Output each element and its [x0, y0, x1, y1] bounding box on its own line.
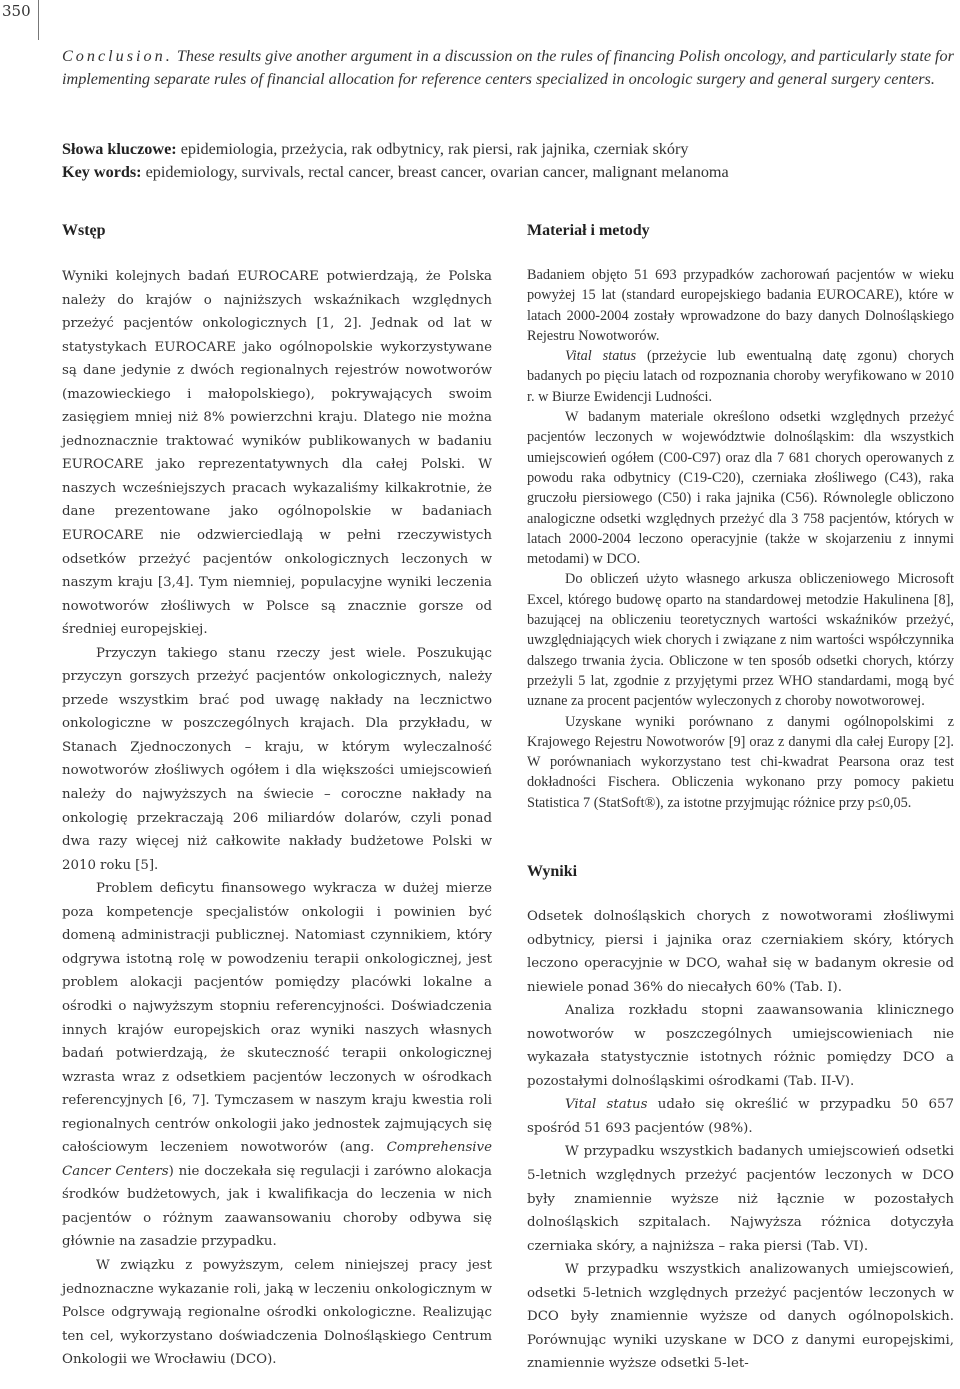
- intro-paragraph-4: W związku z powyższym, celem niniejszej pracy jest jednoznaczne wykazanie roli, jaką w leczeniu onkologicznym w Polsce odgrywają regionalne ośrodki onkologiczne. Realizując ten cel, wykorzystano doświadczenia Dolnośląskiego Centrum Onkologii we Wrocławiu (DCO).: [62, 1257, 492, 1368]
- results-paragraph-5: W przypadku wszystkich analizowanych umiejscowień, odsetki 5-letnich względnych przeżyć pacjentów leczonych w DCO były znamiennie wyższe od danych ogólnopolskich. Porównując wyniki uzyskane w DCO z danymi europejskimi, znamiennie wyższe odsetki 5-let-: [527, 1262, 954, 1372]
- keywords-polish: [62, 138, 954, 161]
- methods-paragraph-5: Uzyskane wyniki porównano z danymi ogólnopolskimi z Krajowego Rejestru Nowotworów [9] oraz z danymi dla całej Europy [2]. W porównaniach wykorzystano test chi-kwadrat Pearsona oraz test dokładności Fischera. Obliczenia wykonano przy pomocy pakietu Statistica 7 (StatSoft®), za istotne przyjmując różnice przy p≤0,05.: [527, 713, 954, 811]
- results-paragraph-4: W przypadku wszystkich badanych umiejscowień odsetki 5-letnich względnych przeżyć pacjentów leczonych w DCO były znamiennie wyższe niż łącznie w pozostałych dolnośląskich szpitalach. Najwyższa różnica dotyczyła czerniaka skóry, a najniższa – raka piersi (Tab. VI).: [527, 1144, 954, 1254]
- intro-paragraph-2: Przyczyn takiego stanu rzeczy jest wiele. Poszukując przyczyn gorszych przeżyć pacjentów onkologicznych, należy przede wszystkim brać pod uwagę nakłady na lecznictwo onkologiczne w poszczególnych krajach. Dla przykładu, w Stanach Zjednoczonych – kraju, w którym wyleczalność nowotworów złośliwych ogółem i dla większości umiejscowień należy do najwyższych na świecie – coroczne nakłady na onkologię przekraczają 206 miliardów dolarów, czyli ponad dwa razy więcej niż całkowite nakłady budżetowe Polski w 2010 roku [5].: [62, 645, 492, 873]
- results-paragraph-1: Odsetek dolnośląskich chorych z nowotworami złośliwymi odbytnicy, piersi i jajnika oraz czerniakiem skóry, których leczono operacyjnie w DCO, wahał się w badanym okresie od niewiele ponad 36% do niecałych 60% (Tab. I).: [527, 909, 954, 995]
- methods-paragraph-2-text: (przeżycie lub ewentualną datę zgonu) chorych badanych po pięciu latach od rozpoznania choroby weryfikowano w 2010 r. w Biurze Ewidencji Ludności.: [527, 348, 954, 405]
- heading-results: Wyniki: [527, 863, 578, 880]
- conclusion-text: These results give another argument in a discussion on the rules of financing Polish oncology, and particularly state for implementing separate rules of financial allocation for reference centers specialized in oncologic surgery and general surgery centers.: [62, 47, 954, 88]
- intro-section: [62, 265, 492, 1372]
- methods-paragraph-4: Do obliczeń użyto własnego arkusza obliczeniowego Microsoft Excel, którego budowę oparto na standardowej metodzie Hakulinena [8], bazującej na obliczeniu teoretycznych wartości wskaźników przeżyć, uwzględniających wiek chorych i związane z nim wartości współczynnika dalszego trwania życia. Obliczone w ten sposób odsetki chorych, którzy przeżyli 5 lat, zgodnie z przyjętymi przez WHO standardami, mogą być uznane za procent pacjentów wyleczonych z choroby nowotworowej.: [527, 571, 954, 710]
- keywords-polish-label: Słowa kluczowe:: [62, 140, 177, 158]
- methods-paragraph-3: W badanym materiale określono odsetki względnych przeżyć pacjentów leczonych w województwie dolnośląskim: dla wszystkich umiejscowień ogółem (C00-C97) oraz dla 7 681 chorych operowanych z powodu raka odbytnicy (C19-C20), czerniaka złośliwego (C43), raka gruczołu piersiowego (C50) i raka jajnika (C56). Równolegle obliczono analogiczne odsetki względnych przeżyć dla 3 758 pacjentów, których w latach 2000-2004 leczono operacyjnie (także w skojarzeniu z innymi metodami) w DCO.: [527, 409, 954, 568]
- methods-paragraph-1: Badaniem objęto 51 693 przypadków zachorowań pacjentów w wieku powyżej 15 lat (standard europejskiego badania EUROCARE), które w latach 2000-2004 zostały wprowadzone do bazy danych Dolnośląskiego Rejestru Nowotworów.: [527, 267, 954, 344]
- intro-paragraph-3-end: ) nie doczekała się regulacji i zarówno alokacja środków budżetowych, jak i kwalifikacja do leczenia w nich pacjentów o różnym zaawansowaniu choroby odbywa się głównie na zasadzie przypadku.: [62, 1163, 492, 1250]
- page-number: 350: [2, 2, 31, 20]
- intro-paragraph-3-text: Problem deficytu finansowego wykracza w dużej mierze poza kompetencje specjalistów onkologii i powinien być domeną administracji publicznej. Natomiast czynnikiem, który odgrywa istotną rolę w powodzeniu terapii onkologicznej, jest problem alokacji pacjentów pomiędzy placówki lokalne a ośrodki o najwyższym stopniu referencyjności. Doświadczenia innych krajów europejskich oraz wyniki naszych własnych badań potwierdzają, że skuteczność terapii onkologicznej wzrasta wraz z odsetkiem pacjentów leczonych w ośrodkach referencyjnych [6, 7]. Tymczasem w naszym kraju kwestia roli regionalnych centrów onkologii jako jednostek zajmujących się całościowym leczeniem nowotworów (ang.: [62, 881, 492, 1156]
- keywords-polish-text: epidemiologia, przeżycia, rak odbytnicy, rak piersi, rak jajnika, czerniak skóry: [180, 140, 689, 158]
- results-paragraph-3-italic: Vital status: [565, 1097, 648, 1113]
- methods-paragraph-2-italic: Vital status: [565, 348, 637, 365]
- results-paragraph-2: Analiza rozkładu stopni zaawansowania klinicznego nowotworów w poszczególnych umiejscowieniach nie wykazała statystycznie istotnych różnic pomiędzy DCO a pozostałymi dolnośląskimi ośrodkami (Tab. II-V).: [527, 1003, 954, 1089]
- intro-paragraph-3: [62, 877, 492, 1254]
- keywords-english-label: Key words:: [62, 163, 142, 181]
- intro-paragraph-3-italic: Comprehensive Cancer Centers: [62, 1140, 492, 1179]
- keywords-english-text: epidemiology, survivals, rectal cancer, breast cancer, ovarian cancer, malignant melanoma: [145, 163, 729, 181]
- results-section: [527, 905, 954, 1376]
- header-rule: [38, 0, 39, 40]
- intro-paragraph-1: Wyniki kolejnych badań EUROCARE potwierdzają, że Polska należy do krajów o najniższych wskaźnikach względnych przeżyć pacjentów onkologicznych [1, 2]. Jednak od lat w statystykach EUROCARE jako ogólnopolskie wykorzystywane są dane jedynie z dwóch regionalnych rejestrów nowotworów (mazowieckiego i małopolskiego), pokrywających swoim zasięgiem mniej niż 8% powierzchni kraju. Dlatego nie można jednoznacznie traktować wyników publikowanych w badaniu EUROCARE jako reprezentatywnych dla całej Polski. W naszych wcześniejszych pracach wykazaliśmy kilkakrotnie, że dane prezentowane jako ogólnopolskie w badaniach EUROCARE nie odzwierciedlają w pełni rzeczywistych odsetków przeżyć pacjentów onkologicznych leczonych w naszym kraju [3,4]. Tym niemniej, populacyjne wyniki leczenia nowotworów złośliwych w Polsce są znacznie gorsze od średniej europejskiej.: [62, 269, 492, 638]
- conclusion-lead: Conclusion.: [62, 47, 173, 65]
- keywords-block: [62, 138, 954, 184]
- heading-methods: Materiał i metody: [527, 222, 650, 239]
- conclusion-paragraph: [62, 45, 954, 91]
- methods-paragraph-2: [527, 346, 954, 407]
- results-paragraph-3-text: udało się określić w przypadku 50 657 spośród 51 693 pacjentów (98%).: [527, 1097, 954, 1136]
- keywords-english: [62, 161, 954, 184]
- methods-section: [527, 265, 954, 813]
- heading-intro: Wstęp: [62, 222, 106, 239]
- results-paragraph-3: [527, 1093, 954, 1140]
